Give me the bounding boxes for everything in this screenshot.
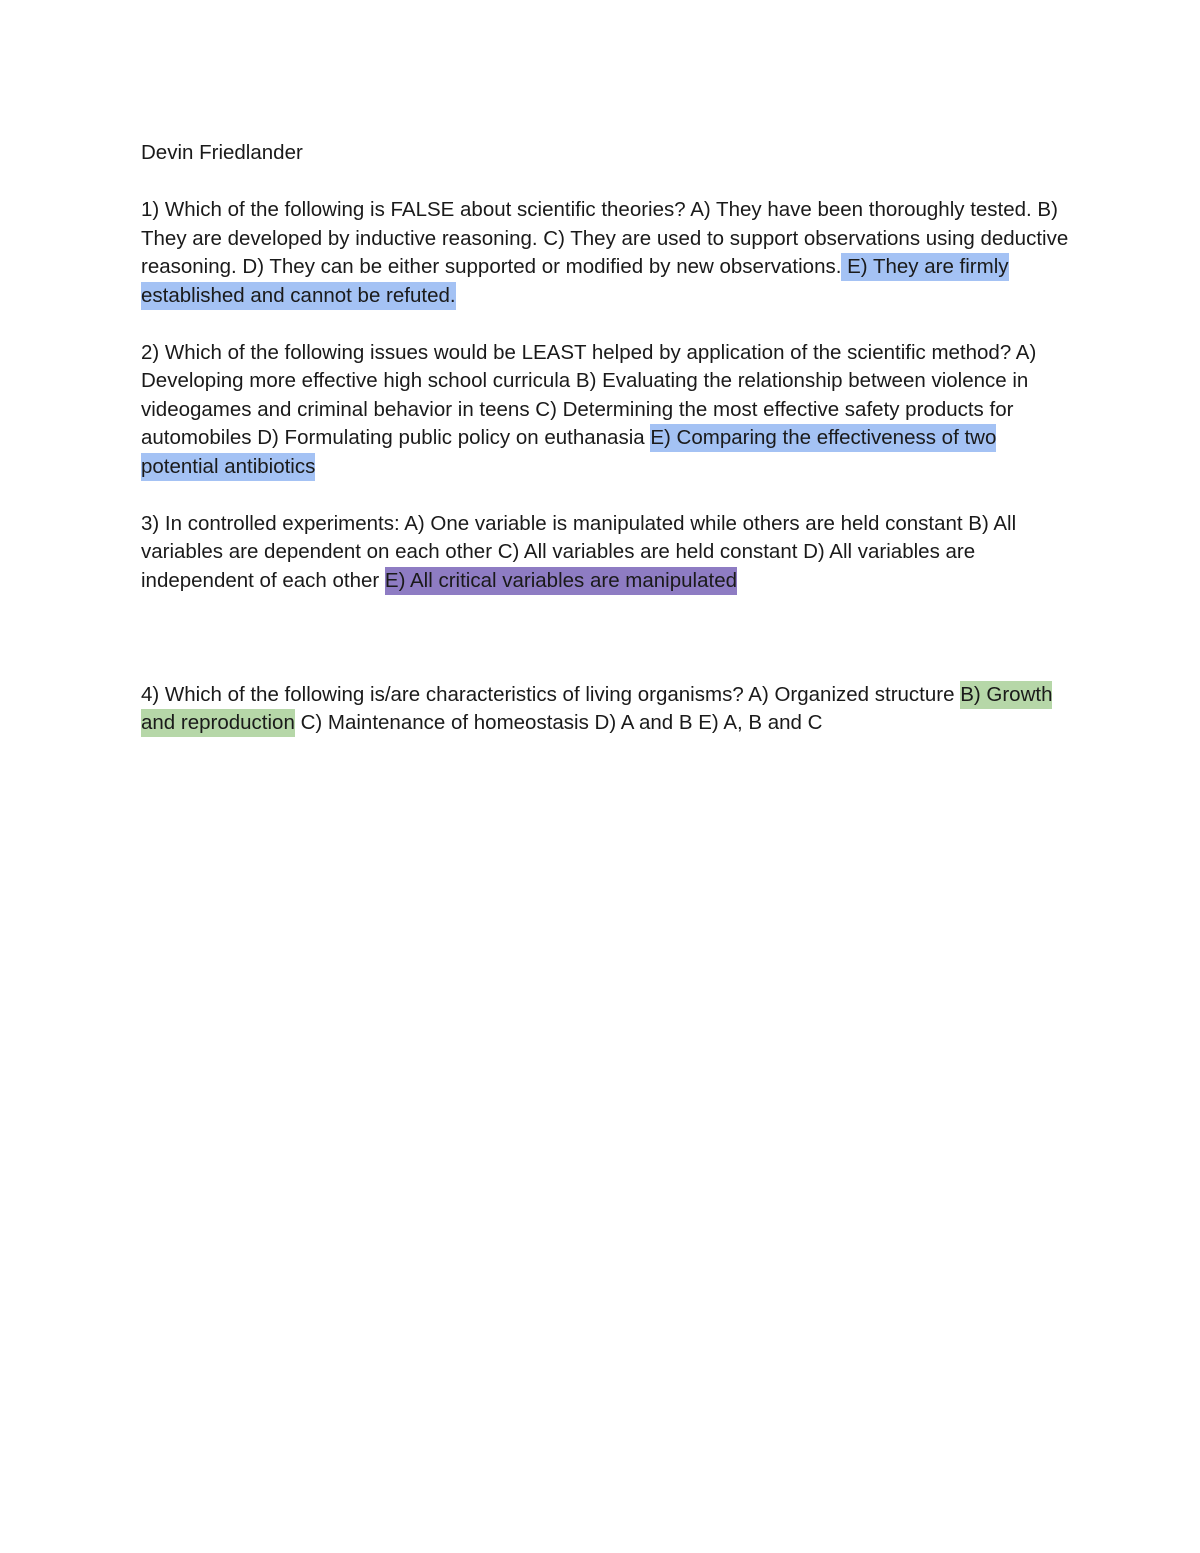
- author-name: Devin Friedlander: [141, 141, 303, 164]
- question-2-highlighted-answer: E) Comparing the effectiveness of two potential antibiotics: [141, 424, 996, 481]
- spacer: [141, 481, 1076, 510]
- question-4: [141, 681, 1076, 738]
- question-1-highlighted-answer: E) They are firmly established and cannot be refuted.: [141, 253, 1009, 310]
- question-2: [141, 339, 1076, 482]
- question-3-text: 3) In controlled experiments: A) One variable is manipulated while others are held constant B) All variables are dependent on each other C) All variables are held constant D) All variables are independent of each other: [141, 511, 1017, 592]
- document-page: [141, 139, 1076, 738]
- question-4-text: 4) Which of the following is/are characteristics of living organisms? A) Organized structure: [141, 682, 961, 706]
- question-1: [141, 196, 1076, 310]
- question-4-text-after: C) Maintenance of homeostasis D) A and B E) A, B and C: [294, 711, 823, 734]
- question-4-highlighted-answer: B) Growth and reproduction: [141, 681, 1052, 738]
- question-3: [141, 510, 1076, 596]
- spacer: [141, 168, 1076, 197]
- spacer: [141, 310, 1076, 339]
- question-1-text: 1) Which of the following is FALSE about scientific theories? A) They have been thoroughly tested. B) They are developed by inductive reasoning. C) They are used to support observations using deductive reasoning. D) They can be either supported or modified by new observations.: [141, 198, 1069, 278]
- spacer: [141, 595, 1076, 681]
- question-2-text: 2) Which of the following issues would be LEAST helped by application of the scientific method? A) Developing more effective high school curricula B) Evaluating the relationship between violence in videogames and criminal behavior in teens C) Determining the most effective safety products for automobiles D) Formulating public policy on euthanasia: [141, 340, 1037, 449]
- question-3-highlighted-answer: E) All critical variables are manipulated: [385, 567, 737, 595]
